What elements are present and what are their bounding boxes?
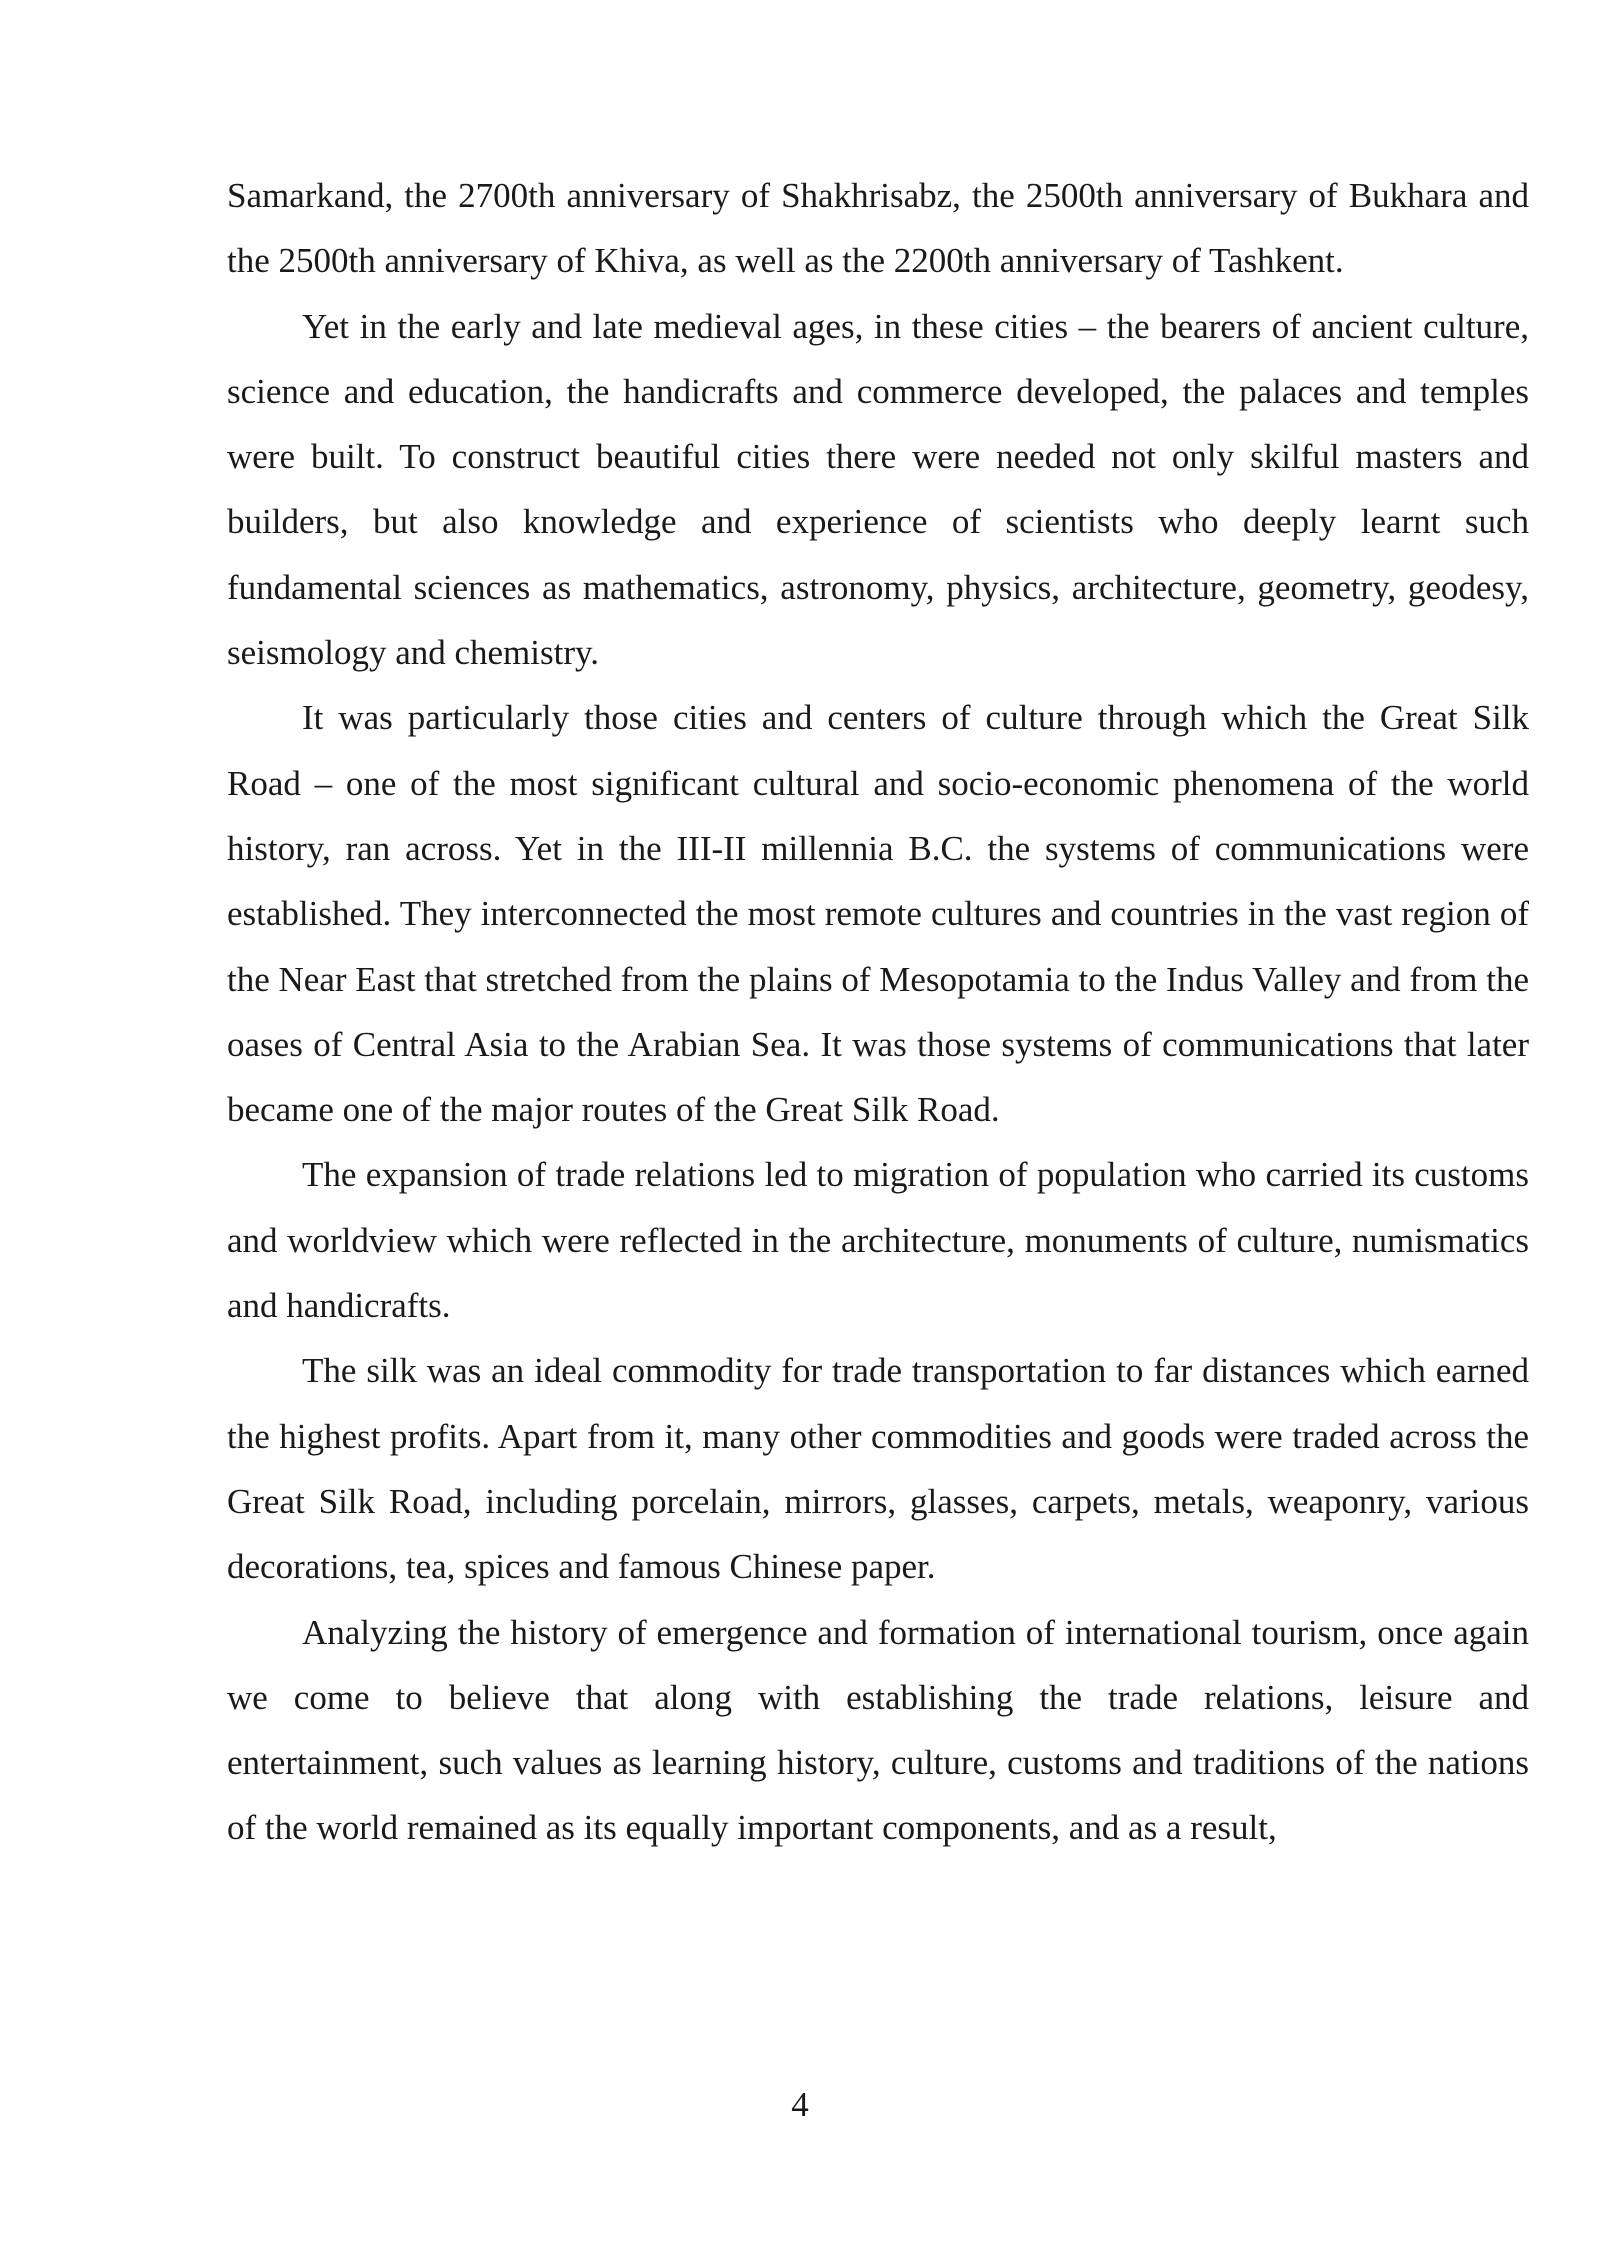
- paragraph-international-tourism: Analyzing the history of emergence and formation of international tourism, once again we come to believe that along with establishing the trade relations, leisure and entertainment, such values as learning history, culture, customs and traditions of the nations of the world remained as its equally important components, and as a result,: [227, 1612, 1529, 1848]
- paragraph-continuation: Samarkand, the 2700th anniversary of Shakhrisabz, the 2500th anniversary of Bukhara and the 2500th anniversary of Khiva, as well as the 2200th anniversary of Tashkent.: [227, 176, 1529, 281]
- paragraph-great-silk-road: It was particularly those cities and centers of culture through which the Great Silk Road – one of the most significant cultural and socio-economic phenomena of the world history, ran across. Yet in the III-II millennia B.C. the systems of communications were established. They interconnected the most remote cultures and countries in the vast region of the Near East that stretched from the plains of Mesopotamia to the Indus Valley and from the oases of Central Asia to the Arabian Sea. It was those systems of communications that later became one of the major routes of the Great Silk Road.: [227, 698, 1529, 1130]
- paragraph-trade-expansion: The expansion of trade relations led to migration of population who carried its customs and worldview which were reflected in the architecture, monuments of culture, numismatics and handicrafts.: [227, 1155, 1529, 1326]
- body-text: [227, 163, 1529, 1861]
- page-number: 4: [791, 2085, 809, 2124]
- paragraph-silk-commodity: The silk was an ideal commodity for trade transportation to far distances which earned the highest profits. Apart from it, many other commodities and goods were traded across the Great Silk Road, including porcelain, mirrors, glasses, carpets, metals, weaponry, various decorations, tea, spices and famous Chinese paper.: [227, 1351, 1529, 1587]
- paragraph-medieval-cities: Yet in the early and late medieval ages, in these cities – the bearers of ancient culture, science and education, the handicrafts and commerce developed, the palaces and temples were built. To construct beautiful cities there were needed not only skilful masters and builders, but also knowledge and experience of scientists who deeply learnt such fundamental sciences as mathematics, astronomy, physics, architecture, geometry, geodesy, seismology and chemistry.: [227, 306, 1529, 673]
